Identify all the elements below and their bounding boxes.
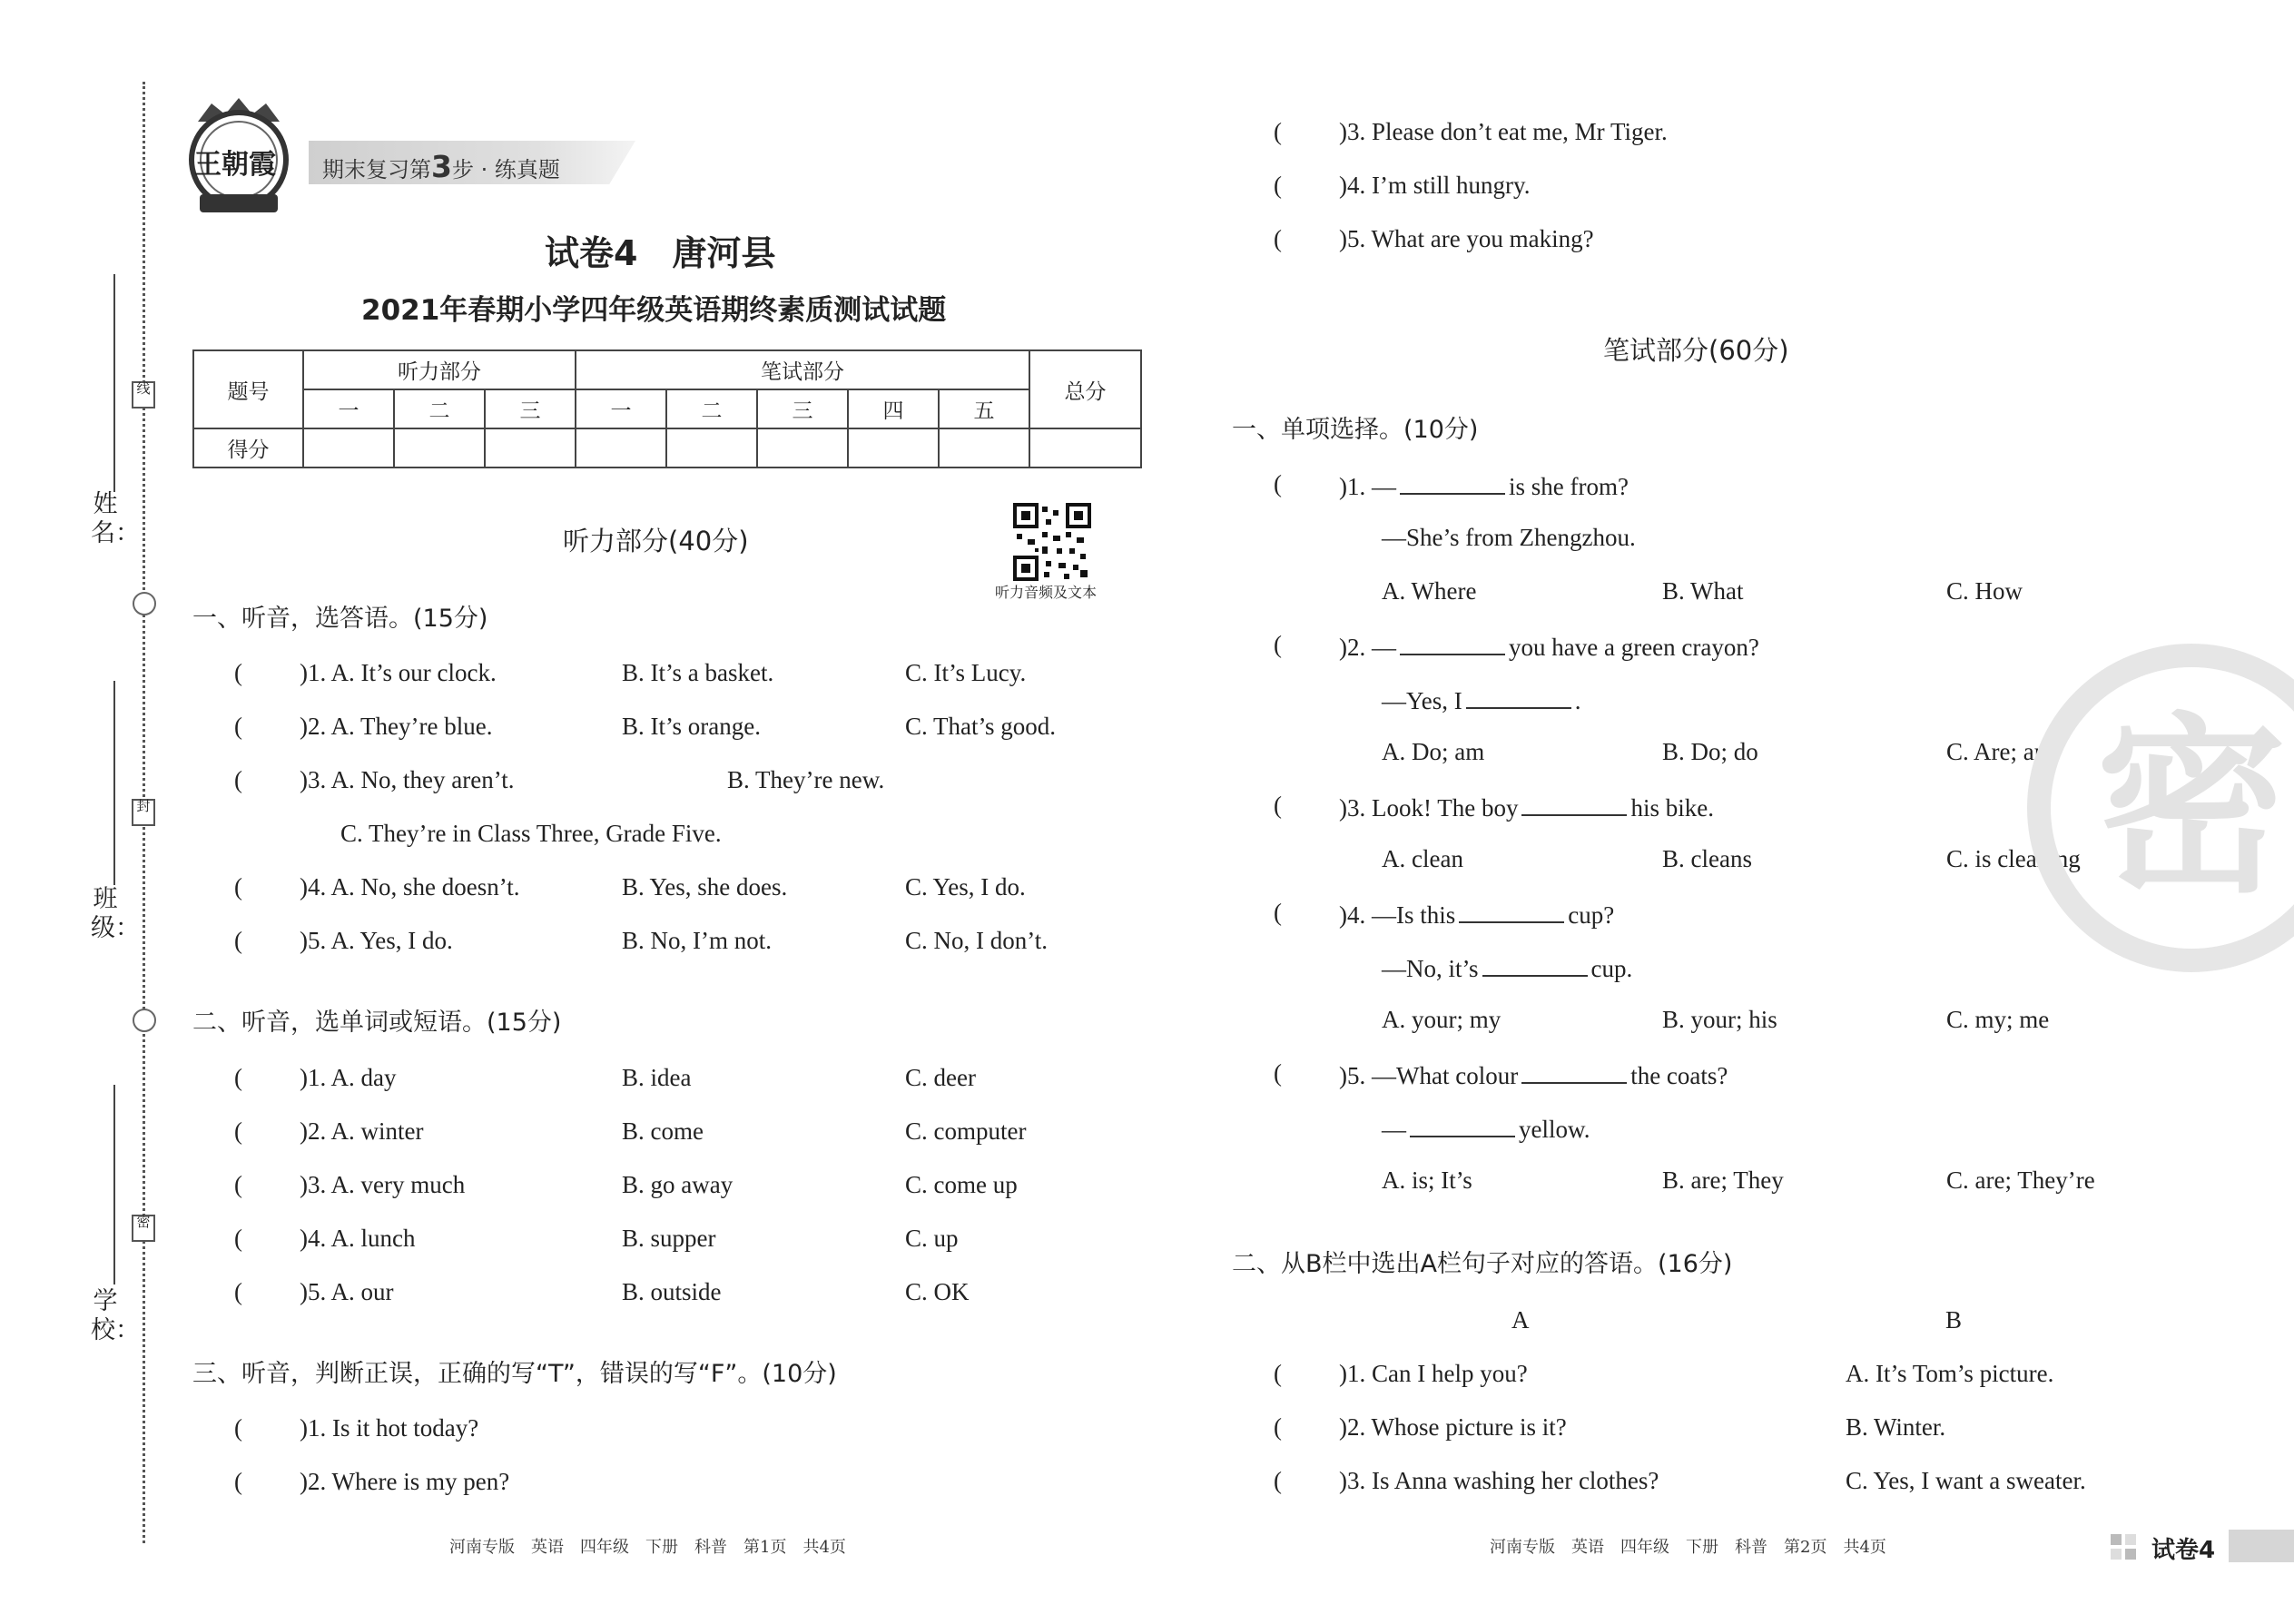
statement-text: )2. Where is my pen? bbox=[300, 1468, 510, 1495]
qr-caption: 听力音频及文本 bbox=[995, 584, 1098, 601]
section-title: 三、听音，判断正误，正确的写“T”，错误的写“F”。(10分) bbox=[192, 1360, 837, 1388]
option-a: )2. A. winter bbox=[300, 1117, 424, 1145]
answer-bracket[interactable]: ( bbox=[1274, 1059, 1282, 1087]
fill-blank[interactable] bbox=[1410, 1112, 1515, 1137]
answer-bracket[interactable]: ( bbox=[1274, 1413, 1282, 1441]
fill-blank[interactable] bbox=[1521, 791, 1627, 816]
table-header-cell: 三 bbox=[485, 389, 576, 428]
option-c: C. Are; am bbox=[1946, 738, 2053, 765]
match-question: )2. Whose picture is it? bbox=[1339, 1413, 1567, 1441]
written-section-header: 笔试部分(60分) bbox=[1603, 335, 1789, 366]
fill-blank[interactable] bbox=[1466, 684, 1571, 709]
answer-bracket[interactable]: ( bbox=[234, 713, 242, 740]
statement-text: )4. I’m still hungry. bbox=[1339, 172, 1531, 199]
seal-mark-mi: 密 bbox=[132, 1215, 155, 1242]
answer-bracket[interactable]: ( bbox=[1274, 118, 1282, 145]
seal-ring-icon bbox=[133, 592, 156, 615]
question-text: )5. —What colour the coats? bbox=[1339, 1058, 1728, 1090]
table-header-cell: 题号 bbox=[193, 350, 303, 428]
answer-bracket[interactable]: ( bbox=[234, 1117, 242, 1145]
match-question: )3. Is Anna washing her clothes? bbox=[1339, 1467, 1659, 1494]
answer-bracket[interactable]: ( bbox=[1274, 631, 1282, 658]
question-text: )2. — you have a green crayon? bbox=[1339, 630, 1759, 662]
answer-bracket[interactable]: ( bbox=[1274, 792, 1282, 819]
name-write-line bbox=[113, 274, 115, 492]
seal-ring-icon bbox=[133, 1009, 156, 1032]
dialogue-line: —She’s from Zhengzhou. bbox=[1382, 524, 1636, 551]
table-header-cell: 一 bbox=[303, 389, 394, 428]
statement-text: )5. What are you making? bbox=[1339, 225, 1594, 252]
match-question: )1. Can I help you? bbox=[1339, 1360, 1528, 1387]
option-c: C. computer bbox=[905, 1117, 1027, 1145]
table-row-label: 得分 bbox=[193, 428, 303, 468]
answer-bracket[interactable]: ( bbox=[234, 1064, 242, 1091]
option-b: B. It’s a basket. bbox=[622, 659, 774, 686]
qr-code-icon[interactable] bbox=[1013, 503, 1091, 581]
answer-bracket[interactable]: ( bbox=[234, 1468, 242, 1495]
score-input-cell[interactable] bbox=[757, 428, 848, 468]
option-a: A. your; my bbox=[1382, 1006, 1501, 1033]
option-c: C. That’s good. bbox=[905, 713, 1057, 740]
answer-bracket[interactable]: ( bbox=[234, 1225, 242, 1252]
score-input-cell[interactable] bbox=[576, 428, 666, 468]
seal-watermark-icon bbox=[2019, 635, 2294, 980]
option-a: A. is; It’s bbox=[1382, 1166, 1472, 1194]
option-b: B. No, I’m not. bbox=[622, 927, 772, 954]
option-c: C. come up bbox=[905, 1171, 1018, 1198]
paper-subtitle: 2021年春期小学四年级英语期终素质测试试题 bbox=[361, 294, 947, 327]
option-c: C. deer bbox=[905, 1064, 976, 1091]
page-footer-right: 河南专版 英语 四年级 下册 科普 第2页 共4页 bbox=[1490, 1538, 1886, 1557]
option-c: C. How bbox=[1946, 577, 2023, 605]
option-a: A. Do; am bbox=[1382, 738, 1485, 765]
dialogue-line: —Yes, I . bbox=[1382, 684, 1581, 715]
table-header-cell: 四 bbox=[848, 389, 939, 428]
seal-mark-xian: 线 bbox=[132, 381, 155, 408]
option-b: B. They’re new. bbox=[727, 766, 885, 793]
option-a: )3. A. No, they aren’t. bbox=[300, 766, 515, 793]
option-a: )2. A. They’re blue. bbox=[300, 713, 493, 740]
answer-bracket[interactable]: ( bbox=[234, 659, 242, 686]
answer-bracket[interactable]: ( bbox=[1274, 1467, 1282, 1494]
statement-text: )1. Is it hot today? bbox=[300, 1414, 479, 1442]
option-c: C. No, I don’t. bbox=[905, 927, 1049, 954]
header-banner-text: 期末复习第3步 · 练真题 bbox=[322, 149, 560, 184]
score-input-cell[interactable] bbox=[666, 428, 757, 468]
dialogue-line: — yellow. bbox=[1382, 1112, 1590, 1144]
option-b: B. What bbox=[1662, 577, 1744, 605]
option-c: C. OK bbox=[905, 1278, 970, 1305]
brand-logo bbox=[180, 94, 298, 221]
answer-bracket[interactable]: ( bbox=[1274, 172, 1282, 199]
option-a: )4. A. lunch bbox=[300, 1225, 416, 1252]
table-header-cell: 笔试部分 bbox=[576, 350, 1029, 389]
option-c: C. is cleaning bbox=[1946, 845, 2081, 872]
column-b-header: B bbox=[1945, 1306, 1963, 1334]
score-input-cell[interactable] bbox=[303, 428, 394, 468]
name-label: 姓名： bbox=[91, 490, 140, 547]
answer-bracket[interactable]: ( bbox=[234, 1278, 242, 1305]
answer-bracket[interactable]: ( bbox=[234, 1171, 242, 1198]
question-text: )4. —Is this cup? bbox=[1339, 898, 1614, 930]
question-text: )3. Look! The boy his bike. bbox=[1339, 791, 1714, 822]
page-footer-left: 河南专版 英语 四年级 下册 科普 第1页 共4页 bbox=[449, 1538, 846, 1557]
score-table bbox=[192, 349, 1142, 468]
column-a-header: A bbox=[1511, 1306, 1530, 1334]
seal-mark-feng: 封 bbox=[132, 799, 155, 826]
option-b: B. outside bbox=[622, 1278, 722, 1305]
option-a: A. Where bbox=[1382, 577, 1477, 605]
option-b: B. cleans bbox=[1662, 845, 1752, 872]
table-header-cell: 二 bbox=[394, 389, 485, 428]
option-c: C. are; They’re bbox=[1946, 1166, 2095, 1194]
option-a: )5. A. our bbox=[300, 1278, 394, 1305]
option-b: B. go away bbox=[622, 1171, 733, 1198]
question-text: )1. — is she from? bbox=[1339, 469, 1629, 501]
option-a: )1. A. It’s our clock. bbox=[300, 659, 497, 686]
table-header-cell: 听力部分 bbox=[303, 350, 576, 389]
answer-bracket[interactable]: ( bbox=[234, 766, 242, 793]
section-title: 一、听音，选答语。(15分) bbox=[192, 605, 488, 633]
option-c: C. my; me bbox=[1946, 1006, 2050, 1033]
answer-bracket[interactable]: ( bbox=[1274, 899, 1282, 926]
option-b: B. Yes, she does. bbox=[622, 873, 788, 901]
option-b: B. come bbox=[622, 1117, 704, 1145]
table-header-cell: 二 bbox=[666, 389, 757, 428]
logo-text: 王朝霞 bbox=[194, 149, 276, 181]
fill-blank[interactable] bbox=[1400, 630, 1505, 655]
class-label: 班级： bbox=[91, 885, 140, 942]
option-b: B. are; They bbox=[1662, 1166, 1784, 1194]
option-a: )5. A. Yes, I do. bbox=[300, 927, 453, 954]
option-a: )3. A. very much bbox=[300, 1171, 466, 1198]
statement-text: )3. Please don’t eat me, Mr Tiger. bbox=[1339, 118, 1668, 145]
answer-bracket[interactable]: ( bbox=[234, 1414, 242, 1442]
option-b: B. supper bbox=[622, 1225, 716, 1252]
score-input-cell[interactable] bbox=[939, 428, 1029, 468]
school-write-line bbox=[113, 1085, 115, 1284]
fill-blank[interactable] bbox=[1459, 898, 1564, 923]
fill-blank[interactable] bbox=[1482, 951, 1588, 977]
answer-bracket[interactable]: ( bbox=[1274, 1360, 1282, 1387]
tab-bar bbox=[2229, 1530, 2294, 1562]
fill-blank[interactable] bbox=[1521, 1058, 1627, 1084]
table-header-cell: 三 bbox=[757, 389, 848, 428]
answer-bracket[interactable]: ( bbox=[1274, 225, 1282, 252]
corner-pattern-icon bbox=[2111, 1534, 2138, 1561]
table-header-cell: 总分 bbox=[1029, 350, 1141, 428]
table-header-cell: 一 bbox=[576, 389, 666, 428]
class-write-line bbox=[113, 681, 115, 885]
score-input-cell[interactable] bbox=[848, 428, 939, 468]
option-b: B. your; his bbox=[1662, 1006, 1777, 1033]
dialogue-line: —No, it’s cup. bbox=[1382, 951, 1632, 983]
table-header-cell: 五 bbox=[939, 389, 1029, 428]
option-b: B. idea bbox=[622, 1064, 692, 1091]
option-b: B. It’s orange. bbox=[622, 713, 761, 740]
option-c: C. It’s Lucy. bbox=[905, 659, 1027, 686]
section-title: 二、听音，选单词或短语。(15分) bbox=[192, 1009, 562, 1037]
match-answer: B. Winter. bbox=[1846, 1413, 1946, 1441]
option-b: B. Do; do bbox=[1662, 738, 1758, 765]
section-title: 二、从B栏中选出A栏句子对应的答语。(16分) bbox=[1232, 1250, 1733, 1278]
section-title: 一、单项选择。(10分) bbox=[1232, 416, 1479, 444]
fill-blank[interactable] bbox=[1400, 469, 1505, 495]
score-input-cell[interactable] bbox=[1029, 428, 1141, 468]
answer-bracket[interactable]: ( bbox=[234, 873, 242, 901]
match-answer: C. Yes, I want a sweater. bbox=[1846, 1467, 2086, 1494]
score-input-cell[interactable] bbox=[394, 428, 485, 468]
listening-section-header: 听力部分(40分) bbox=[563, 526, 749, 556]
option-a: )4. A. No, she doesn’t. bbox=[300, 873, 520, 901]
option-a: )1. A. day bbox=[300, 1064, 397, 1091]
paper-number-tab: 试卷4 bbox=[2151, 1537, 2216, 1564]
paper-title: 试卷4 唐河县 bbox=[545, 233, 776, 273]
match-answer: A. It’s Tom’s picture. bbox=[1846, 1360, 2054, 1387]
answer-bracket[interactable]: ( bbox=[1274, 470, 1282, 497]
option-c: C. They’re in Class Three, Grade Five. bbox=[340, 820, 722, 847]
answer-bracket[interactable]: ( bbox=[234, 927, 242, 954]
score-input-cell[interactable] bbox=[485, 428, 576, 468]
option-c: C. Yes, I do. bbox=[905, 873, 1026, 901]
svg-text:密: 密 bbox=[2095, 696, 2288, 919]
school-label: 学校： bbox=[91, 1287, 140, 1344]
option-a: A. clean bbox=[1382, 845, 1463, 872]
option-c: C. up bbox=[905, 1225, 959, 1252]
